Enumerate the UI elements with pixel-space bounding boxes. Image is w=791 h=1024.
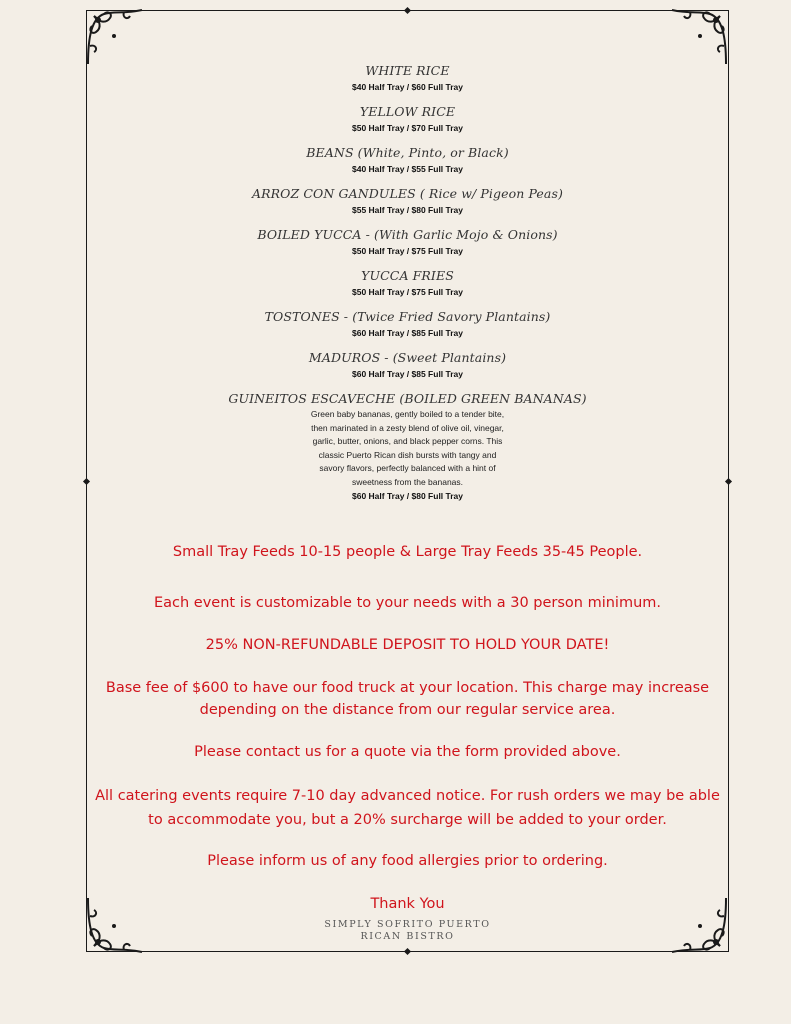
menu-item: [86, 62, 729, 94]
note-advance-notice: All catering events require 7-10 day advanced notice. For rush orders we may be able to accommodate you, but a 20% surcharge will be added to your order.: [95, 788, 720, 828]
menu-item-price: $50 Half Tray / $70 Full Tray: [351, 123, 464, 133]
note-allergies: Please inform us of any food allergies prior to ordering.: [207, 853, 608, 869]
note-deposit: 25% NON-REFUNDABLE DEPOSIT TO HOLD YOUR DATE!: [205, 637, 610, 653]
menu-list: [86, 62, 729, 512]
menu-item-price: $55 Half Tray / $80 Full Tray: [351, 205, 464, 215]
thank-you-text: Thank You: [370, 896, 445, 912]
featured-item-price: $60 Half Tray / $80 Full Tray: [351, 491, 464, 501]
menu-item-price: $60 Half Tray / $85 Full Tray: [351, 369, 464, 379]
note-base-fee: Base fee of $600 to have our food truck at your location. This charge may increase depending on the distance from our regular service area.: [105, 680, 710, 718]
menu-item-name: YELLOW RICE: [359, 104, 456, 119]
menu-item: [86, 349, 729, 381]
menu-item: [86, 103, 729, 135]
note-contact: Please contact us for a quote via the form provided above.: [194, 744, 621, 760]
menu-item-name: ARROZ CON GANDULES ( Rice w/ Pigeon Peas): [252, 186, 563, 201]
business-name-line-2: RICAN BISTRO: [360, 931, 455, 942]
menu-item-name: MADUROS - (Sweet Plantains): [308, 350, 507, 365]
menu-item: [86, 226, 729, 258]
menu-item: [86, 308, 729, 340]
menu-item-price: $40 Half Tray / $55 Full Tray: [351, 164, 464, 174]
note-tray-sizes: Small Tray Feeds 10-15 people & Large Tray Feeds 35-45 People.: [172, 544, 643, 560]
business-name-line-1: SIMPLY SOFRITO PUERTO: [324, 919, 491, 930]
featured-item-description: Green baby bananas, gently boiled to a tender bite, then marinated in a zesty blend of olive oil, vinegar, garlic, butter, onions, and black pepper corns. This classic Puerto Rican dish bursts with tangy and savory flavors, perfectly balanced with a hint of sweetness from the bananas.: [310, 409, 505, 487]
menu-item-price: $40 Half Tray / $60 Full Tray: [351, 82, 464, 92]
menu-item-price: $60 Half Tray / $85 Full Tray: [351, 328, 464, 338]
menu-item-name: WHITE RICE: [365, 63, 450, 78]
business-name: [86, 919, 729, 943]
ornament-corner-top-left-icon: [84, 6, 146, 68]
menu-item-name: TOSTONES - (Twice Fried Savory Plantains): [264, 309, 551, 324]
menu-item-price: $50 Half Tray / $75 Full Tray: [351, 287, 464, 297]
menu-item: [86, 185, 729, 217]
ornament-corner-top-right-icon: [668, 6, 730, 68]
featured-item-name: GUINEITOS ESCAVECHE (BOILED GREEN BANANAS): [228, 391, 587, 406]
menu-item: [86, 144, 729, 176]
note-minimum: Each event is customizable to your needs with a 30 person minimum.: [153, 595, 662, 611]
menu-item-price: $50 Half Tray / $75 Full Tray: [351, 246, 464, 256]
menu-item: [86, 267, 729, 299]
menu-item-name: YUCCA FRIES: [361, 268, 454, 283]
featured-menu-item: [86, 390, 729, 503]
menu-item-name: BEANS (White, Pinto, or Black): [306, 145, 509, 160]
menu-item-name: BOILED YUCCA - (With Garlic Mojo & Onions): [257, 227, 558, 242]
